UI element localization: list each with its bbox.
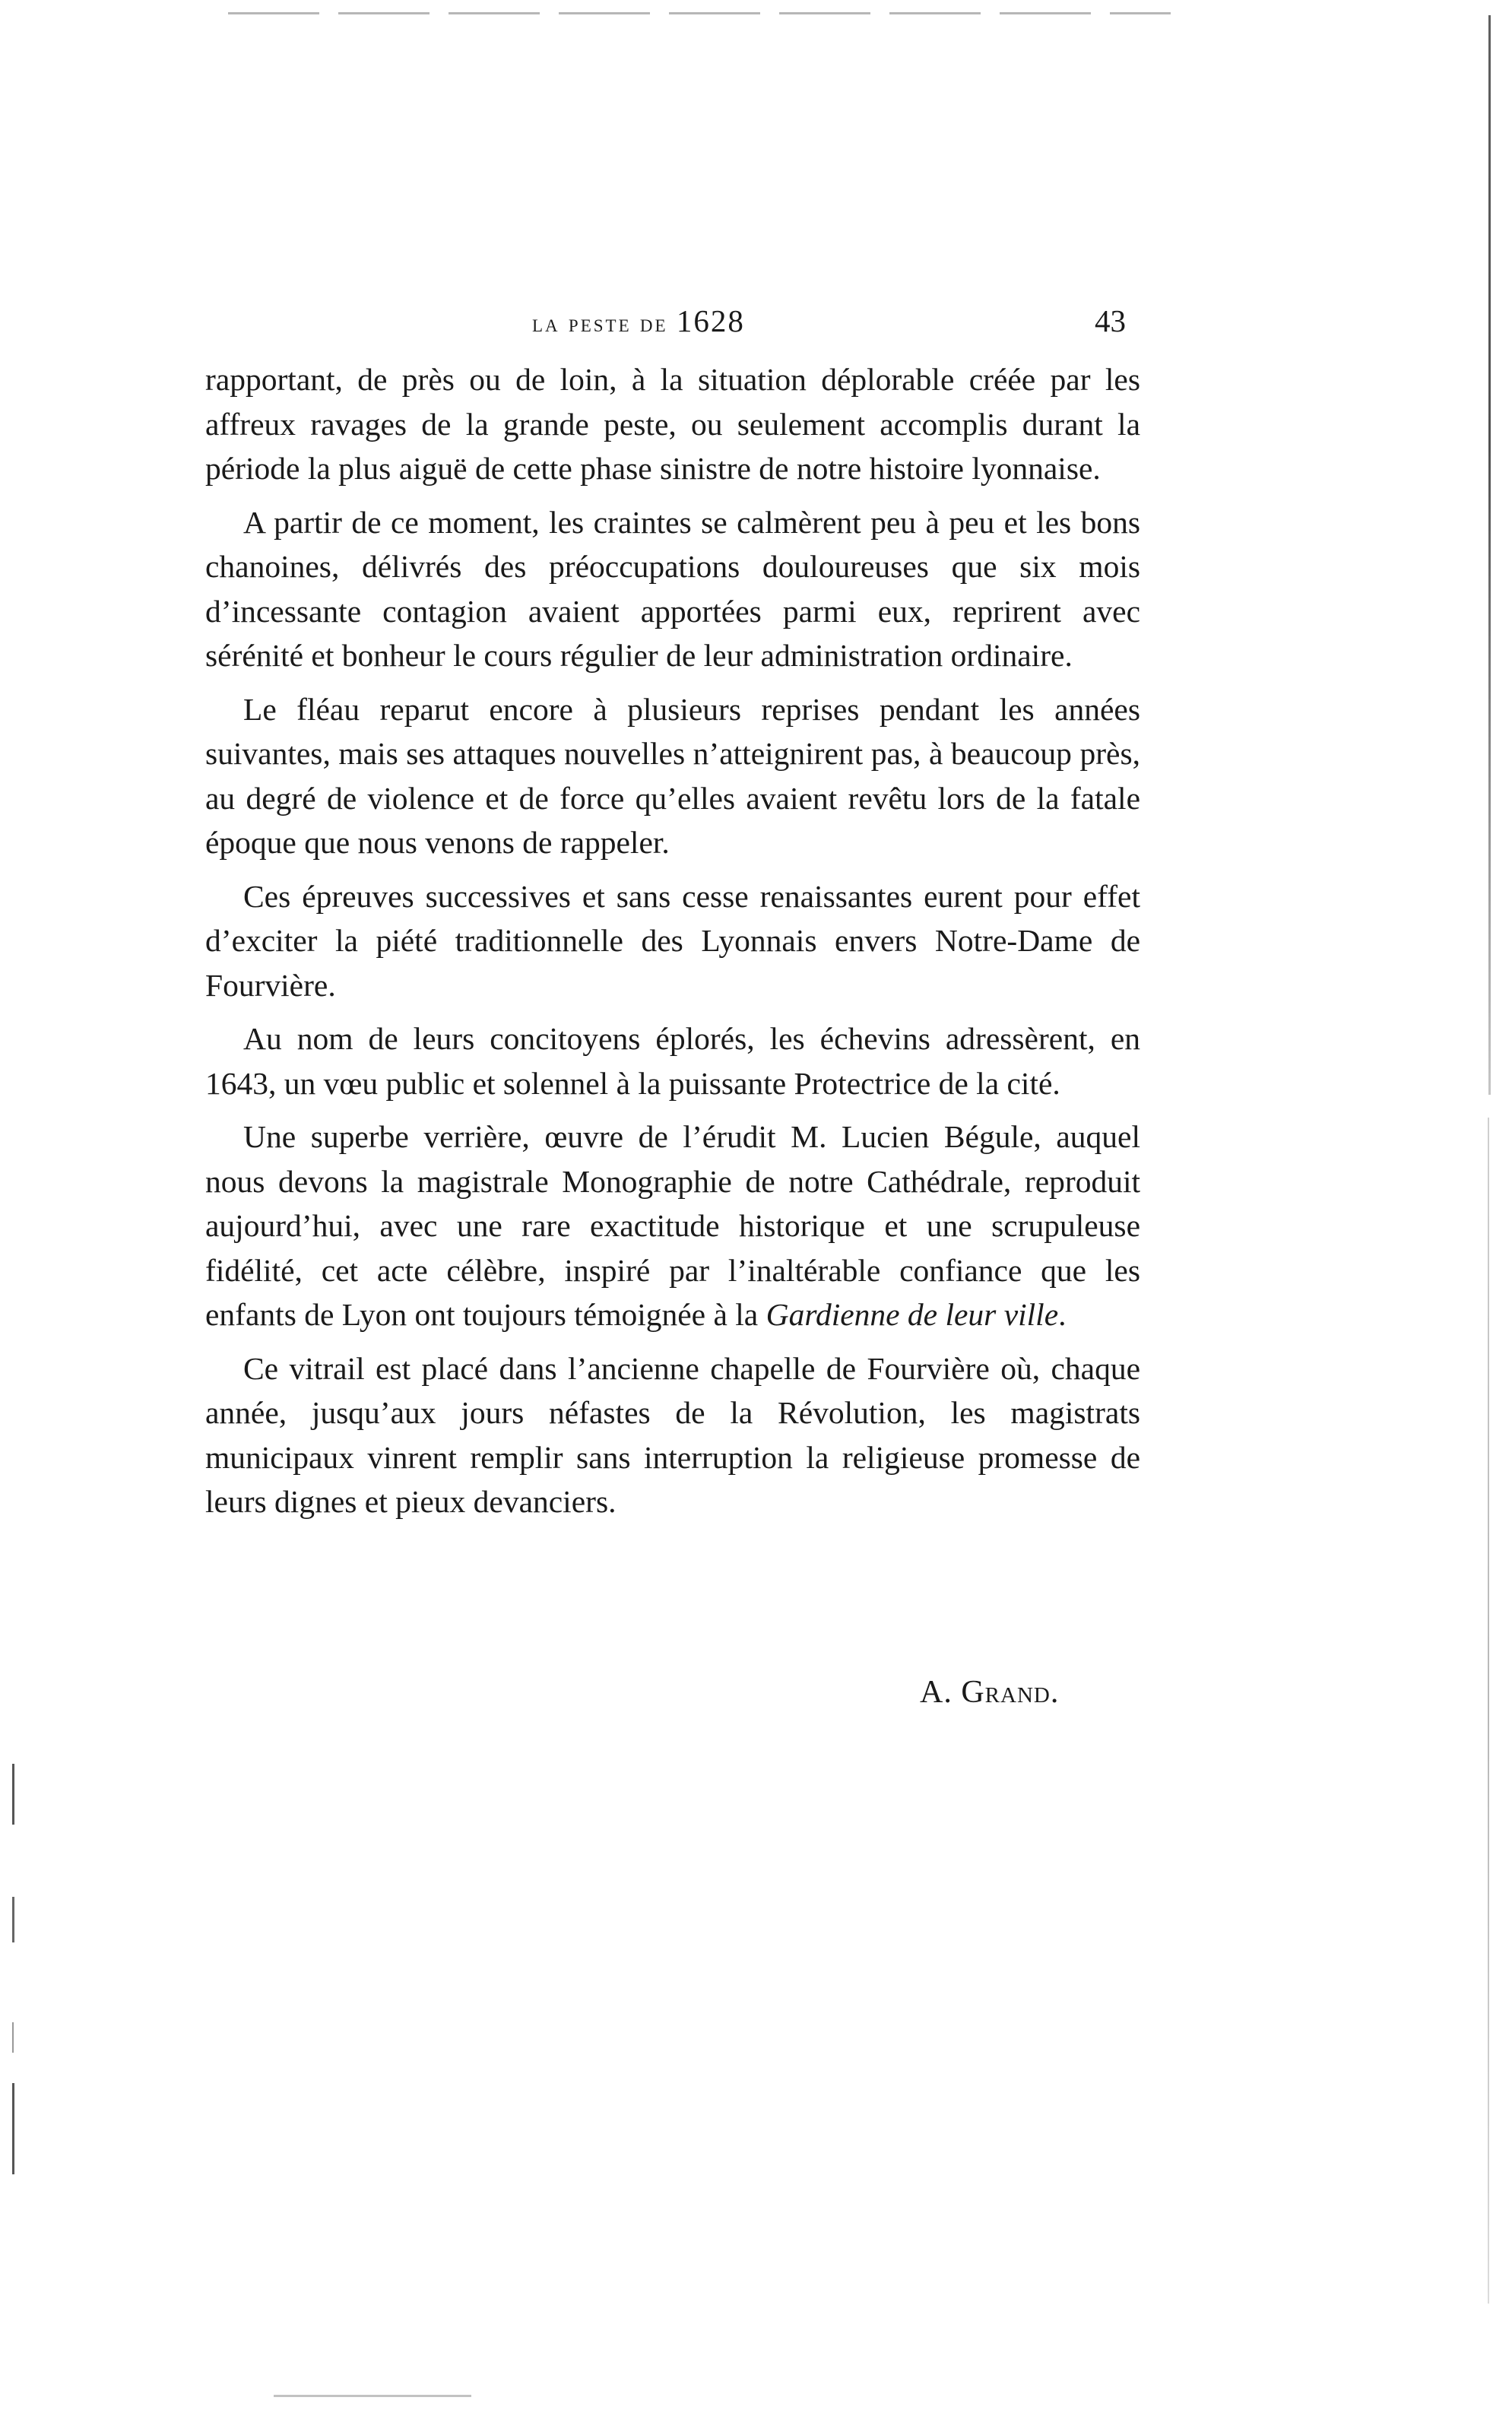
paragraph-text: . <box>1058 1297 1067 1332</box>
running-head-year: 1628 <box>676 303 745 338</box>
paragraph: Ce vitrail est placé dans l’ancienne chapelle de Fourvière où, chaque année, jusqu’aux jours néfastes de la Révolution, les magistrats municipaux vinrent remplir sans interruption la religieuse promesse de leurs dignes et pieux devanciers. <box>205 1350 1140 1519</box>
running-head-title: la peste de <box>532 310 677 338</box>
scan-edge-right-lower <box>1488 1118 1489 2304</box>
scan-edge-top <box>228 12 1171 14</box>
scan-edge-left-mark <box>12 2022 14 2053</box>
scan-edge-right <box>1488 15 1491 1095</box>
page-number: 43 <box>1095 303 1126 338</box>
paragraph: rapportant, de près ou de loin, à la situation déplorable créée par les affreux ravages de la grande peste, ou seulement accomplis durant la période la plus aiguë de cette phase sinistre de notre histoire lyonnaise. <box>205 362 1140 486</box>
paragraph: Au nom de leurs concitoyens éplorés, les échevins adressèrent, en 1643, un vœu public et solennel à la puissante Protectrice de la cité. <box>205 1021 1140 1101</box>
scan-edge-left-mark <box>12 2083 14 2174</box>
running-head <box>532 303 745 339</box>
paragraph <box>205 1115 1140 1337</box>
scan-edge-left-mark <box>12 1897 14 1942</box>
italic-phrase: Gardienne de leur ville <box>766 1297 1059 1332</box>
author-signature: A. Grand. <box>920 1675 1060 1710</box>
scan-edge-bottom <box>274 2395 471 2397</box>
paragraph-text: Une superbe verrière, œuvre de l’érudit M. Lucien Bégule, auquel nous devons la magistrale Monographie de notre Cathédrale, reproduit aujourd’hui, avec une rare exactitude historique et une scrupuleuse fidélité, cet acte célèbre, inspiré par l’inaltérable confiance que les enfants de Lyon ont toujours témoignée à la <box>205 1119 1140 1332</box>
paragraph: A partir de ce moment, les craintes se calmèrent peu à peu et les bons chanoines, délivrés des préoccupations douloureuses que six mois d’incessante contagion avaient apportées parmi eux, reprirent avec sérénité et bonheur le cours régulier de leur administration ordinaire. <box>205 504 1140 673</box>
paragraph: Le fléau reparut encore à plusieurs reprises pendant les années suivantes, mais ses attaques nouvelles n’atteignirent pas, à beaucoup près, au degré de violence et de force qu’elles avaient revêtu lors de la fatale époque que nous venons de rappeler. <box>205 691 1140 860</box>
paragraph: Ces épreuves successives et sans cesse renaissantes eurent pour effet d’exciter la piété traditionnelle des Lyonnais envers Notre-Dame de Fourvière. <box>205 878 1140 1003</box>
scan-edge-left-mark <box>12 1764 14 1825</box>
body-text <box>205 357 1140 1533</box>
